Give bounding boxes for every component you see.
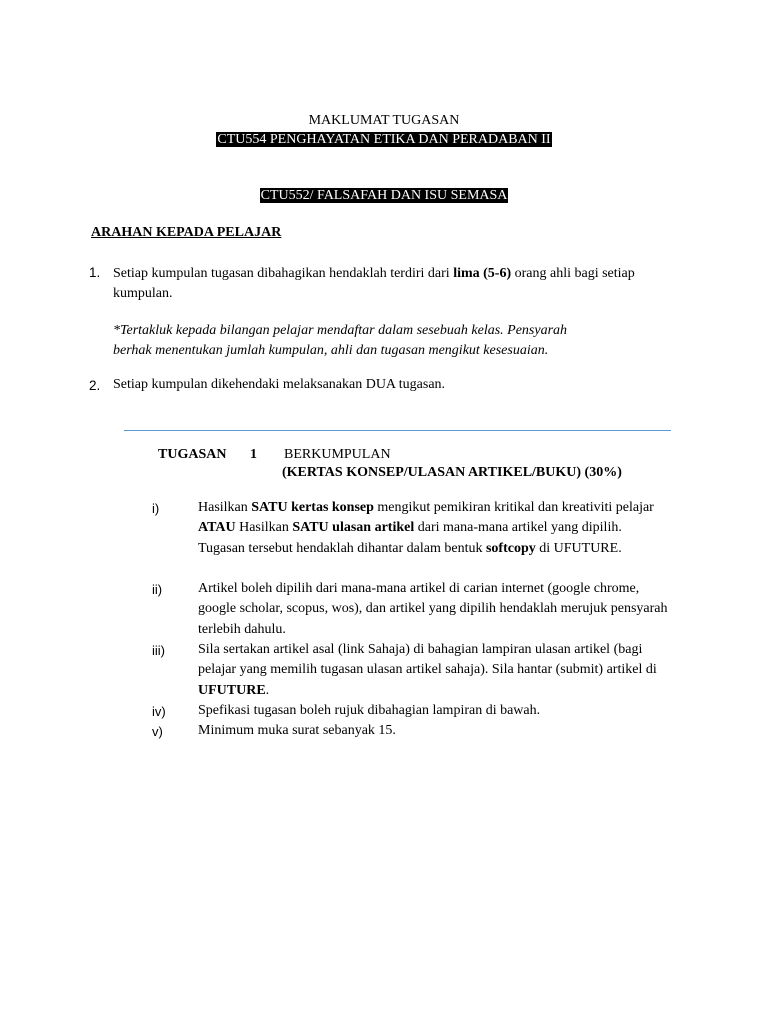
list-number-2: 2.	[89, 378, 101, 393]
task-item-3: Sila sertakan artikel asal (link Sahaja) di bahagian lampiran ulasan artikel (bagi pelajar yang memilih tugasan ulasan artikel sahaja). Sila hantar (submit) artikel di UFUTURE.	[198, 642, 657, 698]
task-item-label-5: v)	[152, 724, 163, 739]
section-divider	[124, 430, 671, 431]
instruction-note: *Tertakluk kepada bilangan pelajar mendaftar dalam sesebuah kelas. Pensyarah berhak menentukan jumlah kumpulan, ahli dan tugasan mengikut kesesuaian.	[113, 323, 568, 358]
task-item-label-3: iii)	[152, 643, 165, 658]
task-number: 1	[250, 447, 257, 462]
task-item-2: Artikel boleh dipilih dari mana-mana artikel di carian internet (google chrome, google scholar, scopus, wos), dan artikel yang dipilih hendaklah merujuk pensyarah terlebih dahulu.	[198, 581, 668, 637]
document-title: MAKLUMAT TUGASAN	[308, 113, 460, 128]
task-type: BERKUMPULAN	[284, 447, 391, 462]
task-label: TUGASAN	[158, 447, 227, 462]
task-item-1: Hasilkan SATU kertas konsep mengikut pemikiran kritikal dan kreativiti pelajar ATAU Hasilkan SATU ulasan artikel dari mana-mana artikel yang dipilih. Tugasan tersebut hendaklah dihantar dalam bentuk softcopy di UFUTURE.	[198, 500, 654, 556]
task-item-4: Spefikasi tugasan boleh rujuk dibahagian lampiran di bawah.	[198, 703, 541, 718]
task-item-label-4: iv)	[152, 704, 166, 719]
instruction-item-2: Setiap kumpulan dikehendaki melaksanakan DUA tugasan.	[113, 377, 446, 392]
instructions-heading: ARAHAN KEPADA PELAJAR	[91, 225, 282, 240]
task-item-label-1: i)	[152, 501, 160, 516]
course-title-ctu552: CTU552/ FALSAFAH DAN ISU SEMASA	[260, 188, 508, 203]
list-number-1: 1.	[89, 265, 101, 280]
task-item-label-2: ii)	[152, 582, 163, 597]
task-item-5: Minimum muka surat sebanyak 15.	[198, 723, 396, 738]
instruction-item-1: Setiap kumpulan tugasan dibahagikan hendaklah terdiri dari lima (5-6) orang ahli bagi setiap kumpulan.	[113, 266, 635, 301]
course-title-ctu554: CTU554 PENGHAYATAN ETIKA DAN PERADABAN II	[217, 132, 551, 147]
task-subtitle: (KERTAS KONSEP/ULASAN ARTIKEL/BUKU) (30%)	[282, 465, 622, 480]
